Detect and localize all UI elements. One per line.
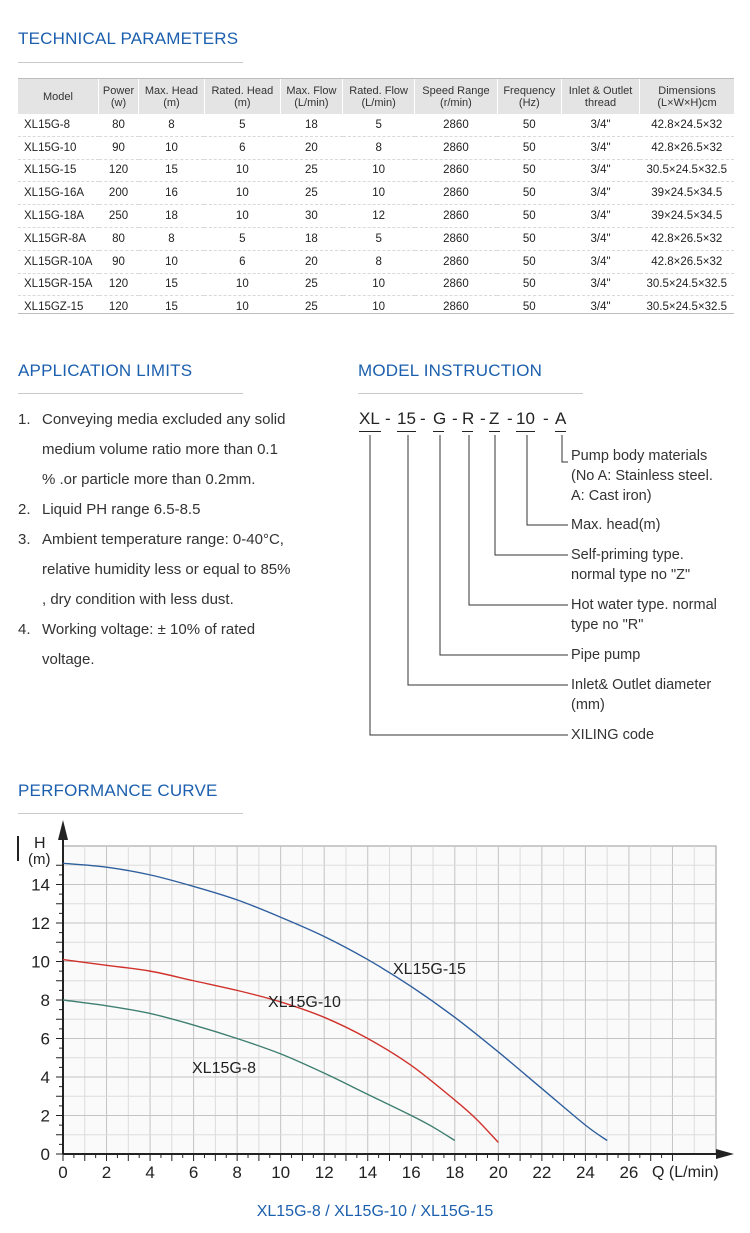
table-cell: 15 <box>139 159 205 182</box>
table-cell: 200 <box>99 182 139 205</box>
table-row <box>18 114 734 136</box>
table-cell: 3/4" <box>562 159 640 182</box>
model-cell: XL15GR-10A <box>18 250 99 273</box>
table-cell: 8 <box>139 227 205 250</box>
x-tick-label: 8 <box>232 1163 242 1182</box>
table-row <box>18 205 734 228</box>
table-cell: 18 <box>280 227 342 250</box>
table-cell: 25 <box>280 273 342 296</box>
y-tick-label: 2 <box>40 1106 50 1126</box>
application-limit-item <box>18 495 293 525</box>
table-cell: 2860 <box>415 205 497 228</box>
header-line-2: thread <box>584 96 617 109</box>
chart-caption: XL15G-8 / XL15G-10 / XL15G-15 <box>256 1203 494 1220</box>
table-cell: 8 <box>343 136 415 159</box>
item-text: Liquid PH range 6.5-8.5 <box>42 501 201 518</box>
application-title-divider <box>18 393 243 394</box>
table-cell: 2860 <box>415 114 497 136</box>
table-cell: 5 <box>343 114 415 136</box>
connector-a <box>562 435 568 462</box>
model-cell: XL15GR-8A <box>18 227 99 250</box>
table-cell: 15 <box>139 273 205 296</box>
series-label: XL15G-8 <box>192 1060 257 1077</box>
table-cell: 42.8×26.5×32 <box>640 227 734 250</box>
code-separator: - <box>452 409 458 428</box>
label-max-head: Max. head(m) <box>571 517 661 533</box>
table-cell: 2860 <box>415 227 497 250</box>
table-header-cell <box>497 79 561 114</box>
x-axis-arrow <box>716 1149 734 1159</box>
table-cell: 15 <box>165 301 178 314</box>
y-tick-label: 0 <box>40 1145 50 1164</box>
table-cell: 18 <box>280 114 342 136</box>
table-cell: 50 <box>522 301 536 314</box>
table-cell: 50 <box>497 227 561 250</box>
item-number: 3. <box>18 531 31 548</box>
item-text: Ambient temperature range: 0-40°C, relative humidity less or equal to 85% , dry condition with less dust. <box>42 531 291 608</box>
table-cell: 30.5×24.5×32.5 <box>640 159 734 182</box>
table-cell: 50 <box>497 205 561 228</box>
table-cell: 3/4" <box>562 227 640 250</box>
code-segment-underline <box>489 431 500 432</box>
table-row <box>18 182 734 205</box>
model-cell: XL15GR-15A <box>18 273 99 296</box>
label-hot-water: Hot water type. normal type no "R" <box>571 597 717 633</box>
code-segment: 15 <box>397 409 416 428</box>
item-text: Conveying media excluded any solid medium volume ratio more than 0.1 % .or particle more than 0.2mm. <box>42 411 286 488</box>
table-header-cell <box>343 79 415 114</box>
table-row <box>18 273 734 296</box>
header-line-2: (L×W×H)cm <box>657 96 717 109</box>
model-cell: XL15G-10 <box>18 136 99 159</box>
code-segment-underline <box>359 431 381 432</box>
connector-r <box>469 435 568 605</box>
table-cell: 20 <box>280 250 342 273</box>
header-line-1: Inlet & Outlet <box>568 84 633 97</box>
table-cell: 3/4" <box>562 182 640 205</box>
table-cell: 42.8×24.5×32 <box>640 114 734 136</box>
series-label: XL15G-10 <box>268 994 341 1011</box>
table-cell: 10 <box>235 301 249 314</box>
model-cell: XL15GZ-15 <box>24 301 84 314</box>
table-cell: 10 <box>139 136 205 159</box>
code-segment: A <box>555 409 567 428</box>
connector-10 <box>527 435 568 525</box>
application-limits-title: APPLICATION LIMITS <box>18 361 193 380</box>
item-number: 2. <box>18 501 31 518</box>
header-line-1: Power <box>102 84 135 97</box>
connector-g <box>440 435 568 655</box>
table-cell: 5 <box>204 227 280 250</box>
table-cell: 10 <box>372 301 386 314</box>
label-self-priming: Self-priming type. normal type no "Z" <box>571 547 691 583</box>
y-axis-arrow <box>58 820 68 840</box>
code-segment: R <box>462 409 475 428</box>
table-cell: 20 <box>280 136 342 159</box>
header-line-2: (Hz) <box>518 96 540 109</box>
model-cell: XL15G-15 <box>18 159 99 182</box>
table-header-row <box>18 79 734 114</box>
table-cell: 5 <box>343 227 415 250</box>
table-cell: 2860 <box>415 182 497 205</box>
table-header-cell <box>99 79 139 114</box>
connector-15 <box>408 435 568 685</box>
table-cell: 2860 <box>415 273 497 296</box>
model-instruction-title: MODEL INSTRUCTION <box>358 361 543 380</box>
connector-z <box>495 435 568 555</box>
technical-parameters-title: TECHNICAL PARAMETERS <box>18 29 239 48</box>
code-separator: - <box>420 409 426 428</box>
header-line-1: Speed Range <box>422 84 490 97</box>
table-cell: 25 <box>304 301 318 314</box>
table-header-cell <box>139 79 205 114</box>
table-cell: 80 <box>99 114 139 136</box>
table-cell: 3/4" <box>562 205 640 228</box>
item-text: Working voltage: ± 10% of rated voltage. <box>42 621 256 668</box>
header-line-2: (L/min) <box>361 96 396 109</box>
label-xiling-code: XILING code <box>571 727 655 743</box>
table-row <box>18 227 734 250</box>
table-cell: 30 <box>280 205 342 228</box>
x-tick-label: 20 <box>488 1163 508 1182</box>
table-cell: 12 <box>343 205 415 228</box>
code-segment-underline <box>516 431 535 432</box>
table-bottom-rule <box>18 313 734 314</box>
table-cell: 10 <box>204 273 280 296</box>
y-tick-label: 6 <box>40 1029 50 1049</box>
model-cell: XL15G-8 <box>18 114 99 136</box>
table-cell: 39×24.5×34.5 <box>640 182 734 205</box>
table-row <box>18 250 734 273</box>
model-cell: XL15G-16A <box>18 182 99 205</box>
performance-title-divider <box>18 813 243 814</box>
table-header-cell <box>562 79 640 114</box>
table-cell: 120 <box>99 273 139 296</box>
application-limits-list <box>18 405 293 675</box>
x-axis-label: Q (L/min) <box>652 1164 719 1181</box>
table-cell: 50 <box>497 136 561 159</box>
application-limit-item <box>18 615 293 675</box>
table-cell: 42.8×26.5×32 <box>640 250 734 273</box>
x-tick-label: 4 <box>145 1163 155 1182</box>
table-header-cell <box>204 79 280 114</box>
table-cell: 16 <box>139 182 205 205</box>
table-cell: 2860 <box>415 159 497 182</box>
code-separator: - <box>507 409 513 428</box>
header-line-2: (L/min) <box>294 96 329 109</box>
table-cell: 25 <box>280 159 342 182</box>
table-cell: 50 <box>497 159 561 182</box>
y-axis-label: H <box>34 835 46 852</box>
table-cell: 2860 <box>415 250 497 273</box>
x-tick-label: 18 <box>445 1163 465 1182</box>
table-cell: 50 <box>497 250 561 273</box>
x-tick-label: 2 <box>101 1163 112 1182</box>
x-tick-label: 0 <box>58 1163 68 1182</box>
table-cell: 30.5×24.5×32.5 <box>646 301 728 314</box>
y-tick-label: 4 <box>40 1068 50 1087</box>
code-segment-underline <box>433 431 444 432</box>
table-cell: 8 <box>343 250 415 273</box>
code-segment: 10 <box>516 409 535 428</box>
model-cell: XL15G-18A <box>18 205 99 228</box>
table-cell: 50 <box>497 182 561 205</box>
table-cell: 250 <box>99 205 139 228</box>
table-cell: 3/4" <box>562 136 640 159</box>
table-cell: 2860 <box>415 136 497 159</box>
header-line-2: (w) <box>110 96 127 109</box>
table-cell: 10 <box>204 205 280 228</box>
table-cell: 3/4" <box>562 114 640 136</box>
header-line-1: Frequency <box>503 84 556 97</box>
x-tick-label: 6 <box>188 1163 199 1182</box>
code-segment-underline <box>397 431 416 432</box>
label-inlet-outlet-diameter: Inlet& Outlet diameter (mm) <box>571 677 712 713</box>
table-cell: 80 <box>99 227 139 250</box>
table-cell: 10 <box>139 250 205 273</box>
connector-xl <box>370 435 568 735</box>
table-header-cell <box>640 79 734 114</box>
table-cell: 3/4" <box>590 301 611 314</box>
table-cell: 6 <box>204 250 280 273</box>
table-cell: 10 <box>343 182 415 205</box>
header-line-2: (m) <box>163 96 180 109</box>
code-separator: - <box>480 409 486 428</box>
model-title-divider <box>358 393 583 394</box>
header-line-2: (r/min) <box>440 96 472 109</box>
table-cell: 3/4" <box>562 273 640 296</box>
table-cell: 10 <box>343 159 415 182</box>
table-cell: 50 <box>497 273 561 296</box>
header-line-1: Rated. Flow <box>349 84 408 97</box>
item-number: 1. <box>18 411 31 428</box>
x-tick-label: 16 <box>401 1163 421 1182</box>
code-segment-underline <box>555 431 566 432</box>
x-tick-label: 26 <box>619 1163 639 1182</box>
table-cell: 50 <box>497 114 561 136</box>
item-number: 4. <box>18 621 31 638</box>
header-line-2: (m) <box>234 96 251 109</box>
performance-chart <box>0 820 750 1200</box>
table-cell: 90 <box>99 136 139 159</box>
code-segment: Z <box>489 409 500 428</box>
table-cell: 3/4" <box>562 250 640 273</box>
x-tick-label: 14 <box>358 1163 378 1182</box>
table-row <box>18 136 734 159</box>
performance-curve-title: PERFORMANCE CURVE <box>18 781 218 800</box>
specs-table <box>18 79 734 318</box>
y-tick-label: 14 <box>31 875 50 895</box>
table-row <box>18 296 734 318</box>
table-cell: 18 <box>139 205 205 228</box>
table-cell: 10 <box>204 159 280 182</box>
table-cell: 10 <box>204 182 280 205</box>
code-segment: XL <box>359 409 380 428</box>
code-segment: G <box>433 409 447 428</box>
code-separator: - <box>543 409 549 428</box>
table-header-cell <box>280 79 342 114</box>
header-line-1: Dimensions <box>658 84 716 97</box>
header-line-1: Max. Head <box>144 84 199 97</box>
y-axis-unit: (m) <box>28 851 51 868</box>
table-cell: 10 <box>343 273 415 296</box>
table-cell: 2860 <box>443 301 469 314</box>
x-tick-label: 24 <box>575 1163 595 1182</box>
table-cell: 42.8×26.5×32 <box>640 136 734 159</box>
code-segment-underline <box>462 431 473 432</box>
table-cell: 30.5×24.5×32.5 <box>640 273 734 296</box>
x-tick-label: 22 <box>532 1163 552 1182</box>
x-tick-label: 10 <box>271 1163 291 1182</box>
code-separator: - <box>385 409 391 428</box>
header-line-1: Max. Flow <box>286 84 337 97</box>
table-cell: 39×24.5×34.5 <box>640 205 734 228</box>
table-cell: 120 <box>108 301 129 314</box>
table-cell: 8 <box>139 114 205 136</box>
header-line-1: Rated. Head <box>211 84 274 97</box>
series-label: XL15G-15 <box>393 961 466 978</box>
table-cell: 90 <box>99 250 139 273</box>
table-cell: 6 <box>204 136 280 159</box>
label-pipe-pump: Pipe pump <box>571 647 641 663</box>
table-header-cell <box>415 79 497 114</box>
table-row <box>18 159 734 182</box>
label-pump-body-material: Pump body materials (No A: Stainless steel. A: Cast iron) <box>571 448 713 504</box>
x-tick-label: 12 <box>314 1163 334 1182</box>
technical-title-divider <box>18 62 243 63</box>
application-limit-item <box>18 525 293 615</box>
application-limit-item <box>18 405 293 495</box>
table-cell: 5 <box>204 114 280 136</box>
y-tick-label: 8 <box>40 991 50 1010</box>
table-cell: 120 <box>99 159 139 182</box>
table-cell: 25 <box>280 182 342 205</box>
table-header-cell <box>18 79 99 114</box>
y-tick-label: 12 <box>31 914 50 933</box>
y-tick-label: 10 <box>31 952 50 972</box>
header-line-1: Model <box>43 90 73 103</box>
